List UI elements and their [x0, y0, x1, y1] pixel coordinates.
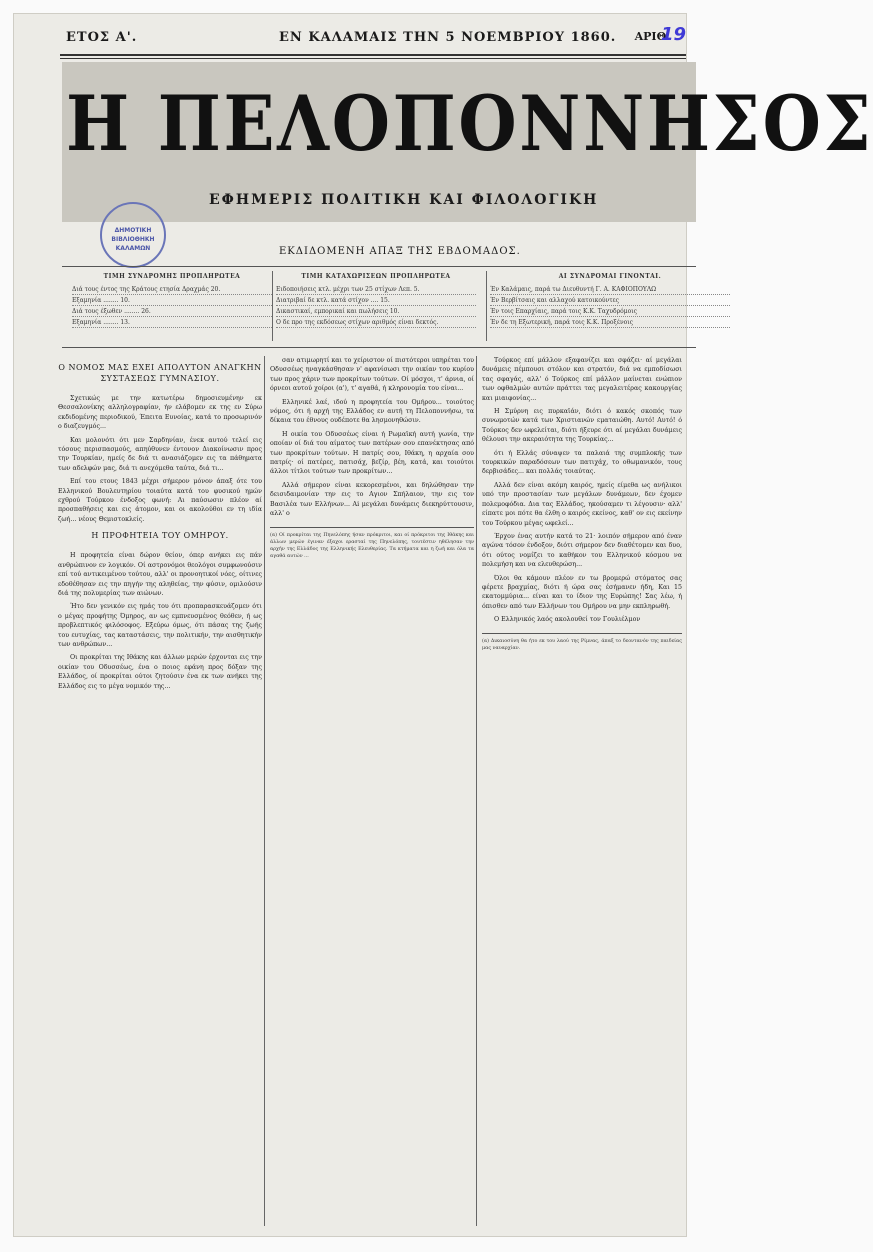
publication-frequency: ΕΚΔΙΔΟΜΕΝΗ ΑΠΑΞ ΤΗΣ ΕΒΔΟΜΑΔΟΣ.	[279, 246, 521, 257]
price-line: Εξαμηνία ........ 10.	[72, 297, 272, 306]
paragraph: Οι προκρίται της Ιθάκης και άλλων μερών έρχονται εις την οικίαν του Οδυσσέως, ένα ο ποιος εφάνη προς δόξαν της Ελλάδος, οί προκρίται ούτοι ζητούσιν ένα εκ των ανήκει της Ελλάδος εις το μέγα νομικόν της...	[58, 654, 262, 690]
article-column-2	[270, 356, 474, 1226]
price-line: Ειδοποιήσεις κτλ. μέχρι των 25 στίχων Λεπ. 5.	[276, 286, 476, 295]
place-line: Έν Βερβίτσαις και αλλαχού κατοικούντες	[490, 297, 730, 306]
paragraph: Επί του ετους 1843 μέχρι σήμερον μόνον άπαξ ότε του Ελληνικού Βουλευτηρίου τοιαύτα κατά του φυσικού ημών εχθρού Τούρκου ένδοξος φωνή: Αι παύσωσιν πλέον αί προσπαθήσεις και εις άτομον, και οι ακολούθοι εν τη ιδία ζωή... νέους Θεμιστοκλείς.	[58, 478, 262, 523]
price-line: Εξαμηνία ........ 13.	[72, 319, 272, 328]
header-rule	[60, 54, 686, 56]
paragraph: Και μολονότι ότι μεν Σαρδηνίαν, ένεκ αυτού τελεί εις τόσους περισπασμούς, απηύθυνεν έντονον Διακοίνωσιν προς την Τουρκίαν, ημείς δε διά τι ανασιάζομεν εις τα πάθηματα των αδελφών μας, διά τι ανεχόμεθα ταύτα, διά τι...	[58, 436, 262, 472]
column-divider	[272, 271, 273, 341]
paragraph: Σχετικώς με την κατωτέρω δημοσιευμένην εκ Θεσσαλονίκης αλληλογραφίαν, ήν ελάβομεν εκ της εν Σύρω εκδιδομένης περιοδικού, Έπειτα Ευνοίας, κατά το προσωρινόν ο διαζευγμός...	[58, 395, 262, 431]
newspaper-subtitle: ΕΦΗΜΕΡΙΣ ΠΟΛΙΤΙΚΗ ΚΑΙ ΦΙΛΟΛΟΓΙΚΗ	[209, 192, 599, 208]
column-divider	[264, 356, 265, 1226]
paragraph: Αλλά σήμερον είναι κεκορεσμένοι, και δηλώθησαν την δεισιδαιμονίαν την εις το Αγιον Σπήλαιον, την εις τον Βασιλέα των Ελλήνων... Ai μεγάλαι δυνάμεις διεκηρύττουσιν, αλλ' ο	[270, 481, 474, 518]
paragraph: Ο Ελληνικός λαός ακολουθεί τον Γουλιέλμον	[494, 616, 641, 624]
insertion-title: ΤΙΜΗ ΚΑΤΑΧΩΡΙΣΕΩΝ ΠΡΟΠΛΗΡΩΤΕΑ	[301, 273, 451, 280]
article-column-1	[58, 356, 262, 1226]
column-divider	[486, 271, 487, 341]
price-line: Διατριβαί δε κτλ. κατά στίχον .... 15.	[276, 297, 476, 306]
price-line: Διά τους έξωθεν ........ 26.	[72, 308, 272, 317]
place-line: Έν δε τη Εξωτερική, παρά τοις Κ.Κ. Προξένοις	[490, 319, 730, 328]
paragraph: Αλλά δεν είναι ακόμη καιρός, ημείς είμεθα ως ανήλικοι υπό την προστασίαν των μεγάλων δυνάμεων, δεν έχομεν πολεμοφόδια. Δια τας Ελλάδος, ηκούσαμεν τι λέγουσιν· αλλ' είπατε μοι πότε θα έλθη ο καιρός εκείνος, καθ' ον εις εκείνην του Τούρκου μέγας ωφελεί...	[482, 481, 682, 527]
newspaper-page	[14, 14, 873, 1236]
issue-label: ΑΡΙΘ.	[634, 30, 670, 43]
paragraph: ότι ή Ελλάς σύναψεν τα παλαιά της συμπλοκής των τουρκικών παραδόσεων των πατιχάχ, το οθωμανικόν, τους δερβισάδες... και πολλάς τοιαύτας.	[482, 449, 682, 476]
paragraph: Η οικία του Οδυσσέως είναι ή Ρωμαϊκή αυτή γωνία, την οποίαν οί διά του αίματος των πατέρων σου επανέκτησας από των προκρίτων τούτων. Η πατρίς σου, Ιθάκη, η αρχαία σου πατρίς· οί πατέρες, πατισάχ, βεζίρ, βέη, κατά, και τοιούτοι άλλοι τίτλοι τούτων των προκρίτων...	[270, 430, 474, 476]
price-line: Δικαστικαί, εμπορικαί και πωλήσεις 10.	[276, 308, 476, 317]
paragraph: Η Σμύρνη εις πυρκαϊάν, διότι ό κακός σκοπός των συνωμοτών κατά των Χριστιανών εματαιώθη. Αυτό! Αυτό! ό Τούρκος δεν ωφελείται, διότι ήξευρε ότι αί μεγάλαι δυνάμεις θέλουσι την ακεραιότητα της Τουρκίας...	[482, 408, 682, 444]
places-title: ΑΙ ΣΥΝΔΡΟΜΑΙ ΓΙΝΟΝΤΑΙ.	[558, 273, 662, 280]
article-headline: Ο ΝΟΜΟΣ ΜΑΣ ΕΧΕΙ ΑΠΟΛΥΤΟΝ ΑΝΑΓΚΗΝ ΣΥΣΤΑΣΕΩΣ ΓΥΜΝΑΣΙΟΥ.	[58, 363, 262, 383]
paragraph: Ελληνικέ λαέ, ιδού η προφητεία του Ομήρου... τοιούτος νόμος, ότι ή αρχή της Ελλάδος εν αυτή τη Πελοποννήσω, τα δίκαια του έθνους ουδέποτε θα λησμονηθώσιν.	[270, 398, 474, 425]
subscription-title: ΤΙΜΗ ΣΥΝΔΡΟΜΗΣ ΠΡΟΠΛΗΡΩΤΕΑ	[103, 273, 241, 280]
library-stamp-icon	[100, 202, 166, 268]
insertion-prices	[276, 273, 476, 343]
header-rule-thin	[60, 58, 686, 59]
article-headline: Η ΠΡΟΦΗΤΕΙΑ ΤΟΥ ΟΜΗΡΟΥ.	[91, 531, 229, 541]
subscription-prices	[72, 273, 272, 343]
price-line: Διά τους έντος της Κράτους ετησία Δραχμάς 20.	[72, 286, 272, 295]
paragraph: Τούρκος επί μάλλον εξαφανίζει και σφάζει· αί μεγάλαι δυνάμεις πέμπουσι στόλον και στρατόν, διά να εμποδίσωσι τας σφαγάς, αλλ' ό Τούρκος επί μάλλον μαίνεται ενώπιον των οφθαλμών αυτών πράττει τας μεγαλειτέρας κακουργίας και μιαιφονίας...	[482, 357, 682, 402]
date-line: ΕΝ ΚΑΛΑΜΑΙΣ ΤΗΝ 5 ΝΟΕΜΒΡΙΟΥ 1860.	[279, 30, 617, 45]
stamp-text: ΔΗΜΟΤΙΚΗ ΒΙΒΛΙΟΘΗΚΗ ΚΑΛΑΜΩΝ	[111, 227, 155, 252]
subscription-places	[490, 273, 730, 343]
paragraph: Όλοι θα κάμουν πλέον εν τω βρομερώ στόματος σας φέρετε βραχμίας, διότι ή ώρα σας έσήμανεν ήδη, Και 15 εκατομμύρια... είναι και το ίδιον της Ευρώπης! Σας λέω, ή όπισθεν από των Ελλήνων του Ομήρου να μην εκπληρωθή.	[482, 574, 682, 610]
column-divider	[476, 356, 477, 1226]
footnote: (α) Δικαιοσύνη θα ήτο εκ του λαού της Ρίμνας, άπαξ το δεοντανόν της παιδείας μας ναυαρχίαν.	[482, 633, 682, 652]
price-section	[62, 266, 696, 348]
article-column-3	[482, 356, 682, 1226]
place-line: Έν τοις Επαρχίαις, παρά τοις Κ.Κ. Ταχυδρόμοις	[490, 308, 730, 317]
paragraph: Η προφητεία είναι δώρον θείον, όπερ ανήκει εις πάν ανθρώπινον εν λογικόν. Οί αστρονόμοι θεολόγοι συμφωνούσιν επί τού αντικειμένου τούτου, αλλ' οι προνοητικοί νόες, οίτινες εδοθέθησαν εις την πηγήν της αληθείας, την φύσιν, ομιλούσιν διά της πολυμερίας των αιώνων.	[58, 552, 262, 597]
paragraph: Ήτο δεν γενικόν εις ημάς του ότι προπαρασκευάζομεν ότι ο μέγας προφήτης Όμηρος, αν ως εμπνευσμένος θεόθεν, ή ως προβλεπτικός φιλόσοφος. Εξεύρω όμως, ότι πάσας της ζωής του ευτυχίας, τας καταστάσεις, την πολιτικήν, την αισθητικήν των ανθρώπων...	[58, 603, 262, 648]
issue-handwritten-number: 19	[660, 24, 686, 45]
newspaper-title: Η ΠΕΛΟΠΟΝΝΗΣΟΣ	[66, 79, 873, 168]
paragraph: σαν ατιμωρητί και το χείριστον οί πιστότεροι υπηρέται του Οδυσσέως ηναγκάσθησαν ν' αφανίσωσι την οικίαν του κυρίου των προς χάριν των προκρίτων τούτων. Οί μόσχοι, τ' άρνια, οί όρνεοι αυτού χοίροι (α'), τ' αγαθά, ή κληρονομία του είναι...	[270, 357, 474, 393]
place-line: Έν Καλάμαις, παρά τω Διευθυντή Γ. Α. ΚΑΦΙΟΠΟΥΛΩ	[490, 286, 730, 295]
price-line: Ο δε προ της εκδόσεως στίχων αριθμός είναι δεκτός.	[276, 319, 476, 328]
footnote: (α) Οί προκρίται της Πηνελόπης ήσαν πρόκριτοι, και οί πρόκριτοι της Ιθάκης και άλλων μερών έγιναν έξαχοι ερασταί της Πηνελόπης, τουτέστιν ηθέλησαν την αρχήν της Ελλάδος της Ελληνικής Ελευθερίας. Τα κτήματα και η ζωή και όλα τα αγαθά αυτών ...	[270, 527, 474, 560]
paragraph: Έρχον ένας αυτήν κατά το 21· λοιπόν σήμερον από έναν αγώνα τόσον ένδοξον, διότι σήμερον δεν διαθέτομεν και δυο, ότι ούτος νομίζει το καθήκον του Ελληνικού κόσμου να πολεμήση και να ελευθερώση...	[482, 532, 682, 569]
year-label: ΕΤΟΣ Α'.	[66, 30, 138, 45]
top-line	[14, 24, 686, 56]
